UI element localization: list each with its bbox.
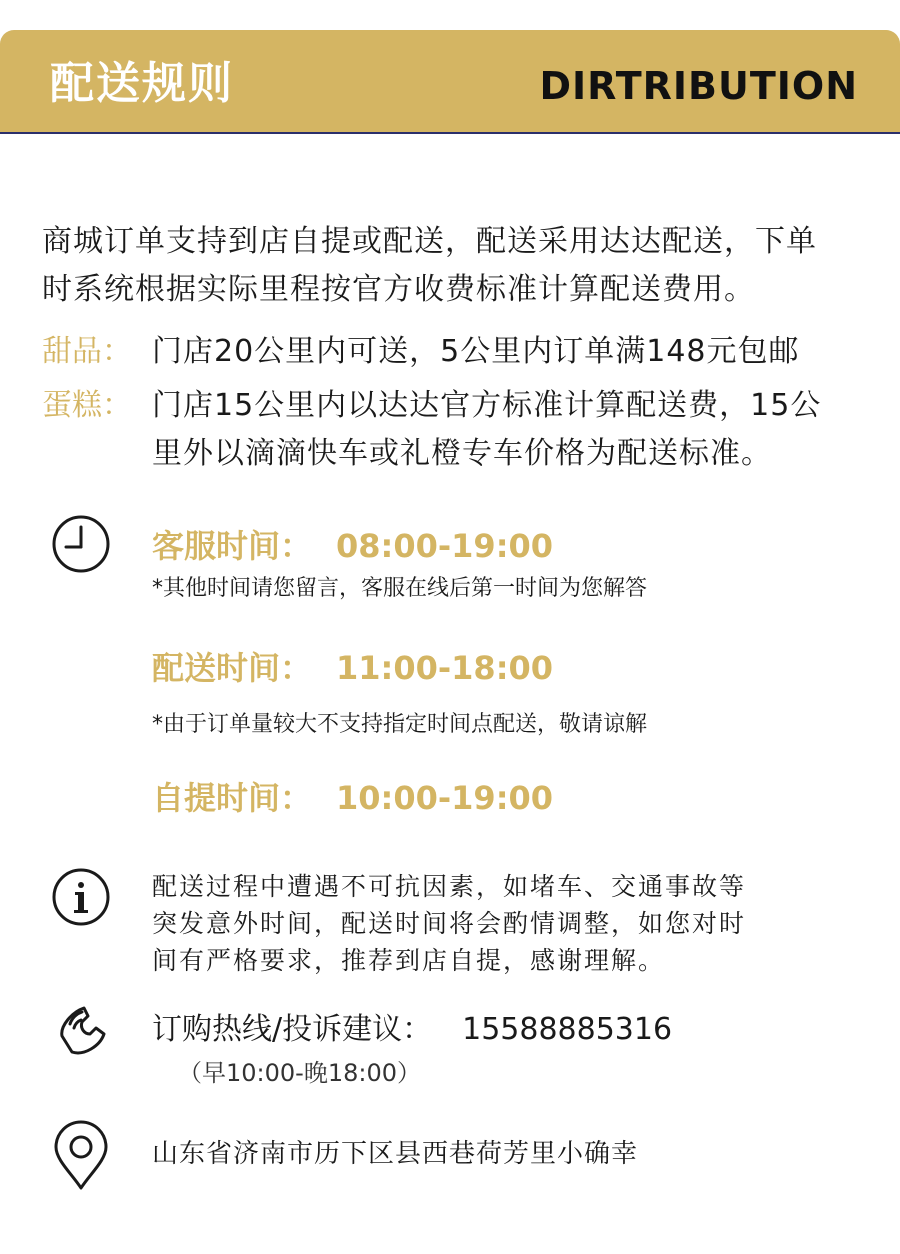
header-banner bbox=[0, 30, 900, 134]
info-icon bbox=[50, 866, 112, 928]
cake-label: 蛋糕： bbox=[42, 388, 132, 423]
pickup-hours bbox=[152, 778, 553, 818]
phone-icon bbox=[50, 998, 112, 1060]
intro-text bbox=[42, 218, 872, 314]
notice-line: 配送过程中遭遇不可抗因素，如堵车、交通事故等 bbox=[152, 872, 747, 901]
hotline-hours: （早10:00-晚18:00） bbox=[178, 1059, 421, 1087]
notice-line: 突发意外时间，配送时间将会酌情调整，如您对时 bbox=[152, 909, 747, 938]
service-hours bbox=[152, 526, 553, 566]
pickup-hours-label: 自提时间： bbox=[152, 779, 313, 817]
intro-line: 时系统根据实际里程按官方收费标准计算配送费用。 bbox=[42, 272, 755, 307]
service-hours-label: 客服时间： bbox=[152, 527, 313, 565]
cake-rule bbox=[152, 382, 872, 478]
service-hours-value: 08:00-19:00 bbox=[336, 527, 554, 565]
page-title: 配送规则 bbox=[50, 58, 234, 109]
cake-rule-line: 门店15公里内以达达官方标准计算配送费，15公 bbox=[152, 388, 822, 423]
delivery-hours bbox=[152, 648, 553, 688]
intro-line: 商城订单支持到店自提或配送，配送采用达达配送，下单 bbox=[42, 224, 817, 259]
delivery-hours-label: 配送时间： bbox=[152, 649, 313, 687]
delivery-hours-note: *由于订单量较大不支持指定时间点配送，敬请谅解 bbox=[152, 712, 648, 737]
clock-icon bbox=[50, 513, 112, 575]
dessert-label: 甜品： bbox=[42, 334, 132, 369]
cake-rule-line: 里外以滴滴快车或礼橙专车价格为配送标准。 bbox=[152, 436, 772, 471]
phone-number[interactable]: 15588885316 bbox=[462, 1012, 673, 1047]
delivery-hours-value: 11:00-18:00 bbox=[336, 649, 554, 687]
location-pin-icon bbox=[50, 1120, 112, 1192]
service-hours-note: *其他时间请您留言，客服在线后第一时间为您解答 bbox=[152, 576, 648, 601]
notice-line: 间有严格要求，推荐到店自提，感谢理解。 bbox=[152, 946, 666, 975]
dessert-rule bbox=[152, 328, 872, 376]
store-address: 山东省济南市历下区县西巷荷芳里小确幸 bbox=[152, 1139, 639, 1169]
hotline-label: 订购热线/投诉建议： bbox=[152, 1012, 433, 1047]
delivery-notice bbox=[152, 868, 752, 979]
hotline bbox=[152, 1010, 672, 1050]
page-title-en: DIRTRIBUTION bbox=[539, 64, 858, 108]
pickup-hours-value: 10:00-19:00 bbox=[336, 779, 554, 817]
dessert-rule-line: 门店20公里内可送，5公里内订单满148元包邮 bbox=[152, 334, 800, 369]
